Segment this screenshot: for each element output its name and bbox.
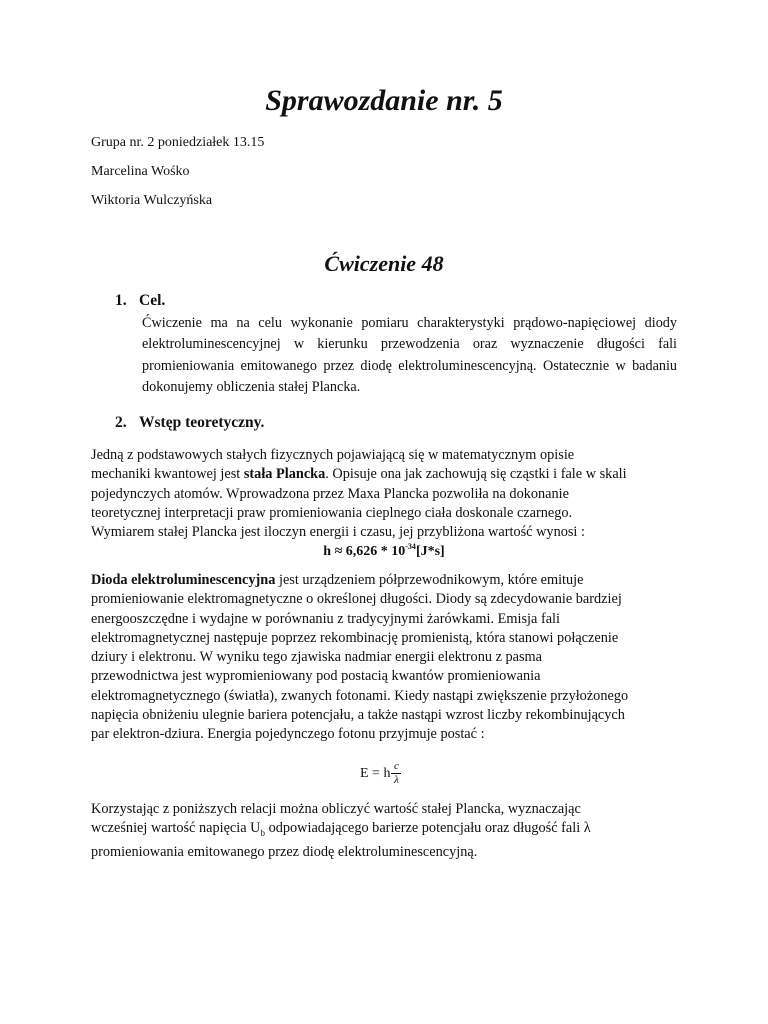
closing-paragraph: [91, 800, 661, 863]
text-line: par elektron-dziura. Energia pojedynczego fotonu przyjmuje postać :: [91, 726, 485, 743]
text-line: energooszczędne i wydajne w porównaniu z tradycyjnymi żarówkami. Emisja fali: [91, 610, 560, 627]
author-name: Wiktoria Wulczyńska: [91, 193, 213, 208]
text-line: dziury i elektronu. W wyniku tego zjawiska nadmiar energii elektronu z pasma: [91, 649, 543, 666]
text-line: promieniowania emitowanego przez diodę elektroluminescencyjną.: [91, 844, 478, 861]
section-title: Wstęp teoretyczny.: [139, 414, 265, 431]
fraction-numerator: c: [394, 760, 399, 772]
formula-lhs: E = h: [360, 765, 391, 781]
page-title: Sprawozdanie nr. 5: [265, 84, 503, 117]
text-line: wcześniej wartość napięcia $U_b$ odpowiadającego barierze potencjału oraz długość fali λ: [91, 820, 591, 839]
author-name: Marcelina Wośko: [91, 164, 190, 179]
fraction-denominator: λ: [394, 774, 399, 786]
text-line: Korzystając z poniższych relacji można obliczyć wartość stałej Plancka, wyznaczając: [91, 801, 581, 817]
text-line: Wymiarem stałej Plancka jest iloczyn energii i czasu, jej przybliżona wartość wynosi :: [91, 524, 585, 541]
bold-term: stała Plancka: [243, 466, 326, 483]
text-line: promieniowanie elektromagnetyczne o określonej długości. Diody są zdecydowanie bardziej: [91, 591, 622, 608]
text-line: teoretycznej interpretacji praw promieniowania cieplnego ciała doskonale czarnego.: [91, 504, 573, 521]
text-line: przewodnictwa jest wypromieniowany pod postacią kwantów promieniowania: [91, 668, 541, 685]
section-title: Cel.: [139, 292, 166, 309]
section-heading: [115, 292, 165, 310]
text-line: mechaniki kwantowej jest stała Plancka. Opisuje ona jak zachowują się cząstki i fale w skali: [91, 466, 627, 483]
section-heading: [115, 414, 264, 432]
text-line: napięcia obniżeniu ulegnie bariera potencjału, a także nastąpi wzrost liczby rekombinujących: [91, 707, 625, 724]
group-info: Grupa nr. 2 poniedziałek 13.15: [91, 135, 265, 150]
planck-constant: $h \approx 6,626 * 10^{-34}[J*s]$: [323, 542, 445, 559]
formula-fraction: [391, 760, 401, 787]
bold-term: Dioda elektroluminescencyjna: [91, 572, 276, 588]
text-line: Dioda elektroluminescencyjna jest urządzeniem półprzewodnikowym, które emituje: [91, 572, 584, 588]
text-line: elektromagnetycznej następuje poprzez rekombinację promienistą, która stanowi połączenie: [91, 629, 619, 646]
text-line: pojedynczych atomów. Wprowadzona przez Maxa Plancka pozwoliła na dokonanie: [91, 485, 569, 502]
text-line: elektromagnetycznego (światła), zwanych fotonami. Kiedy nastąpi zwiększenie przyłożonego: [91, 687, 629, 704]
text-line: Jedną z podstawowych stałych fizycznych pojawiającą się w matematycznym opisie: [91, 447, 575, 463]
photon-energy-formula: [360, 760, 401, 787]
section-number: 2.: [115, 414, 127, 431]
diode-paragraph: [91, 571, 661, 745]
exercise-title: Ćwiczenie 48: [324, 251, 444, 276]
section-body: Ćwiczenie ma na celu wykonanie pomiaru charakterystyki prądowo-napięciowej diody elektroluminescencyjnej w kierunku przewodzenia oraz wyznaczenie długości fali promieniowania emitowanego przez diodę elektroluminescencyjną. Ostatecznie w badaniu dokonujemy obliczenia stałej Plancka.: [142, 315, 677, 395]
intro-paragraph: [91, 446, 661, 542]
section-number: 1.: [115, 292, 127, 309]
